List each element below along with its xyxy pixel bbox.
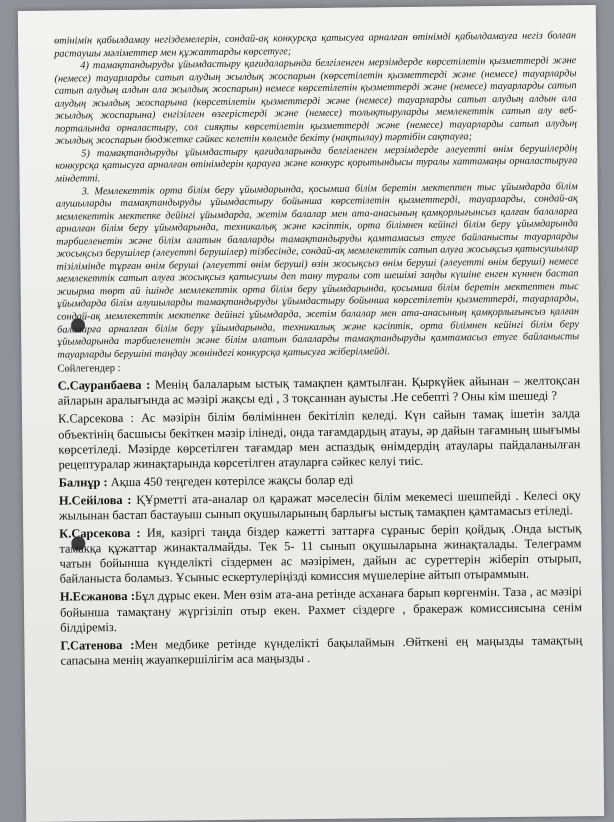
speech-text: К.Сарсекова : Ас мәзірін білім бөліміннен бекітіліп келеді. Күн сайын тамақ ішетін залда объектінің басшысы бекіткен мәзір ілінеді, онда тағамдардың атауы, әр дайын тағамның шығымы көрсетіледі. Мәзірде көрсетілген тағамдар мен аспаздық өнімдердің атаулары пайдаланылған рецептуралар жинақтарында көрсетілген атауларға сәйкес келуі тиіс. bbox=[57, 406, 581, 472]
page-content bbox=[54, 30, 583, 668]
speaker-name: Балнұр : bbox=[58, 474, 108, 490]
speaker-name: Г.Сатенова : bbox=[60, 637, 135, 653]
intro-paragraph: өтінімін қабылдамау негіздемелерін, сондай-ақ конкурсқа қатысуға арналған өтінімді қабылдамауға негіз болған растаушы мәліметтер мен құжаттарды көрсетуге; bbox=[54, 30, 577, 60]
speaker-name: К.Сарсекова : bbox=[59, 525, 141, 541]
speaker-name: Н.Сейілова : bbox=[58, 492, 132, 508]
speaker-name: Н.Есжанова : bbox=[59, 589, 136, 605]
dialogue-entry bbox=[60, 633, 582, 669]
intro-paragraph: 5) тамақтандыруды ұйымдастыру қағидаларында белгіленген мерзімдерде әлеуетті өнім берушілердің конкурсқа қатысуға арналған өтінімдерін қарауға және конкурс қорытындысы туралы хаттамаңы орналастыруға міндетті. bbox=[55, 143, 578, 185]
speaker-name: С.Сауранбаева : bbox=[57, 377, 151, 393]
dialogue-entry bbox=[58, 407, 581, 473]
document-page bbox=[18, 5, 604, 822]
dialogue-entry bbox=[60, 585, 582, 636]
speech-text: Менің балаларым ыстық тамақпен қамтылған. Қыркүйек айынан – желтоқсан айларын аралығында ас мәзірі жақсы еді , 3 тоқсаннан ауысты .Не себепті ? Оны кім шешеді ? bbox=[57, 373, 580, 408]
dialogue-entry bbox=[59, 521, 582, 587]
speech-text: Ия, казіргі таңда біздер кажетті заттарға сұраныс беріп қойдық .Онда ыстық тамакқа құжаттар жинакталмайды. Тек 5- 11 сынып оқушыларына жинақталады. Телеграмм чатын бойынша күнделікті сіздермен ас мәзірімен, дайын ас суреттерін жіберіп отырып, байланыста боламыз. Ұсыныс ескертулеріңізді комиссия мүшелеріне айтып отыраммын. bbox=[59, 521, 582, 586]
speech-text: Бұл дұрыс екен. Мен өзім ата-ана ретінде асханаға барып көргенмін. Таза , ас мәзірі бойынша тамақтану жүргізіліп отыр екен. Рахмет сіздерге , бракераж комиссиясына сенім білдіреміз. bbox=[59, 584, 583, 635]
speech-text: ҚҰрметті ата-аналар ол қаражат мәселесін білім мекемесі шешпейді . Келесі оқу жылынан бастап бастауыш сынып оқушыларының барлығы ыстық тамақпен қамтамасыз етіледі. bbox=[58, 488, 581, 523]
intro-paragraph: 3. Мемлекеттік орта білім беру ұйымдарында, қосымша білім беретін мектептен тыс ұйымдарда білім алушыларды тамақтандыруды ұйымдастыру бойынша көрсетілетін қызметтерді, тауарларды, сондай-ақ мемлекеттік мектепке дейінгі ұйымдарда, жетім балалар мен ата-анасының қамқорлығынсыз қалған балаларға арналған білім беру ұйымдарында, техникалық және кәсіптік, орта білімнен кейінгі білім беру ұйымдарында тәрбиеленетін және білім алатын балаларды тамақтандыруды қамтамасыз етуге байланысты тауарларды жосықсыз берушілер (әлеуетті берушілер) тізбесінде, сондай-ақ мемлекеттік сатып алуға жосықсыз қатысушылар тізілімінде тұрған өнім беруші (әлеуетті өнім беруші) өзін жосықсыз өнім беруші (әлеуетті өнім беруші) немесе мемлекеттік сатып алуға жосықсыз қатысушы деп тану туралы сот шешімі заңды күшіне енген күннен бастап жиырма төрт ай ішінде мемлекеттік орта білім беру ұйымдарында, қосымша білім беретін мектептен тыс ұйымдарда білім алушыларды тамақтандыруды ұйымдастыру бойынша көрсетілетін қызметтерді, тауарларды, сондай-ақ мемлекеттік мектепке дейінгі ұйымдарда, жетім балалар мен ата-анасының қамқорлығынсыз қалған балаларға арналған білім беру ұйымдарында, техникалық және кәсіптік, орта білімнен кейінгі білім беру ұйымдарында тәрбиеленетін және білім алатын балаларды тамақтандыруды қамтамасыз етуге байланысты тауарларды берушіні таңдау жөніндегі конкурсқа қатысуға жіберілмейді. bbox=[55, 180, 580, 361]
speech-text: Мен медбике ретінде күнделікті бақылаймын .Өйткені ең маңызды тамақтың сапасына менің жауапкершілігім аса маңызды . bbox=[60, 632, 583, 668]
dialogue-entry bbox=[58, 373, 580, 409]
speakers-label: Сөйлегендер : bbox=[57, 363, 121, 375]
speech-text: Ақша 450 теңгеден көтерілсе жақсы болар еді bbox=[107, 472, 354, 489]
intro-paragraph: 4) тамақтандыруды ұйымдастыру қағидаларында белгіленген мерзімдерде көрсетілетін қызметтерді және (немесе) тауарларды сатып алудың жылдық жоспарын (көрсетілетін қызметтерді және (немесе) тауарларды сатып алудың алдын ала жылдық жоспарын) немесе көрсетілетін қызметтерді және (немесе) тауарларды сатып алудың жылдық жоспарына (көрсетілетін қызметтерді және (немесе) тауарларды сатып алудың алдын ала жылдық жоспарына) енгізілген өзгерістерді және (немесе) толықтыруларды мемлекеттік сатып алу веб-порталында орналастыру, сол сияқты көрсетілетін қызметтерді және (немесе) тауарларды сатып алудың жылдық жоспарын бюджетке сәйкес келетін көлемде бекіту (нақтылау) тәртібін сақтауға; bbox=[54, 55, 578, 148]
dialogue-entry bbox=[59, 470, 581, 491]
dialogue-entry bbox=[59, 488, 581, 524]
